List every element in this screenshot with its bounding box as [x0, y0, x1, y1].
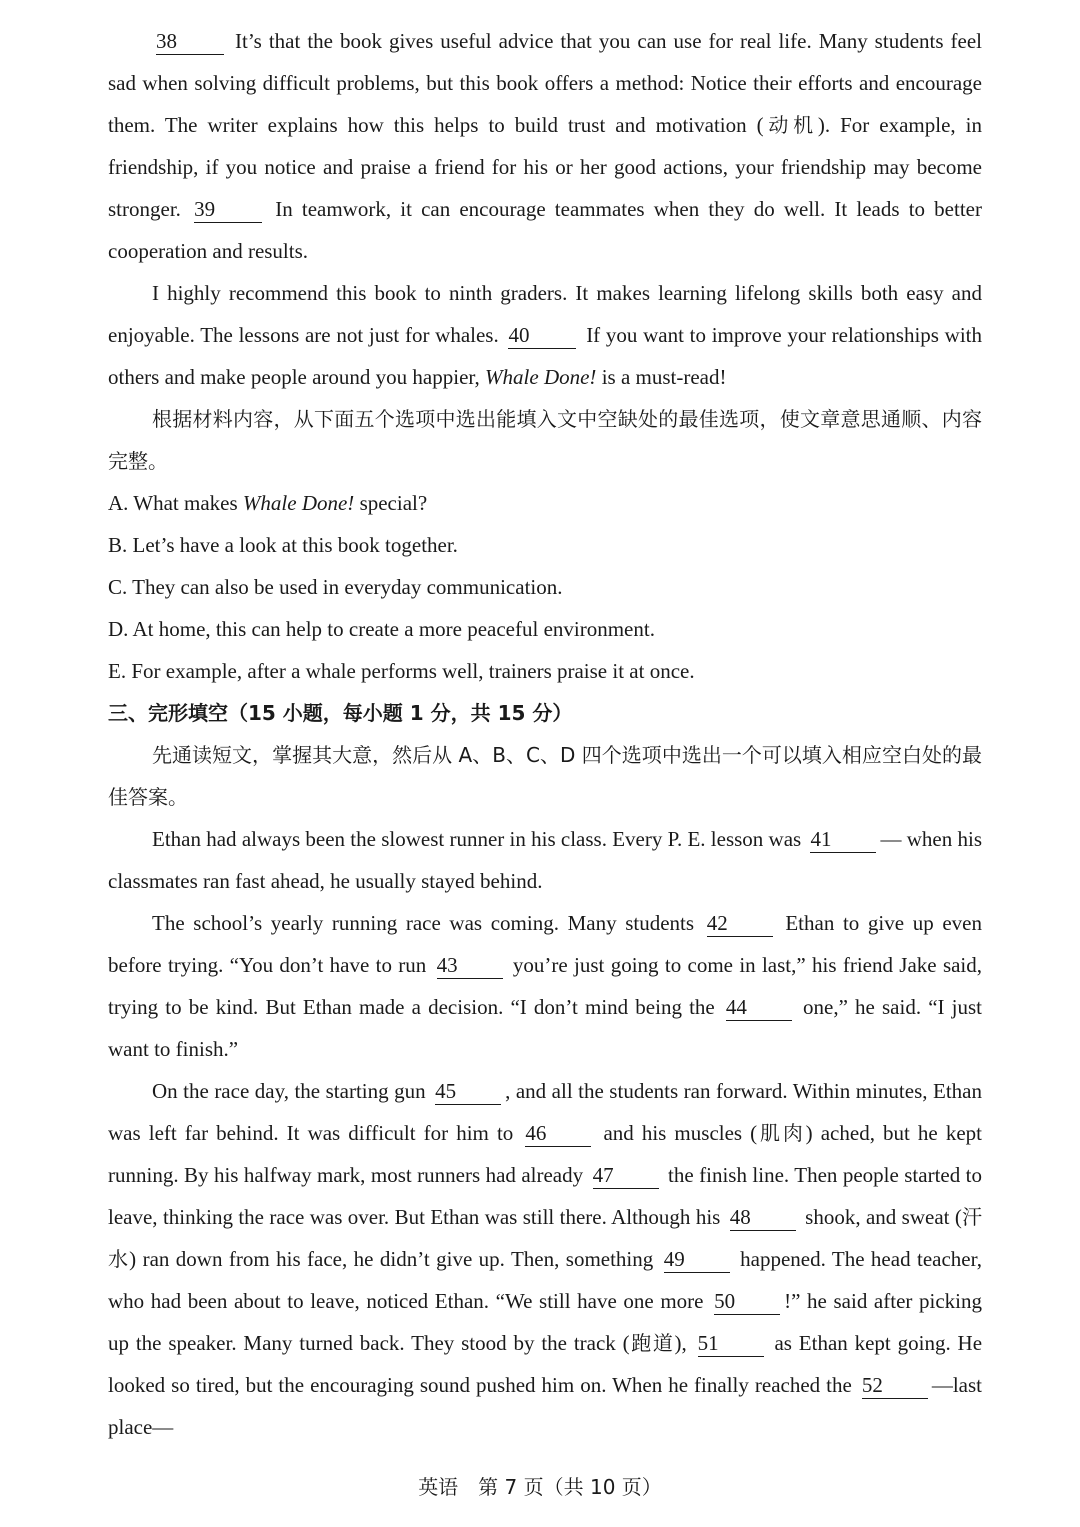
book-title: Whale Done! — [485, 365, 597, 389]
instruction-zh: 根据材料内容，从下面五个选项中选出能填入文中空缺处的最佳选项，使文章意思通顺、内容完整。 — [108, 407, 982, 473]
option-e: E. For example, after a whale performs well, trainers praise it at once. — [108, 659, 695, 683]
blank-38: 38 — [156, 28, 224, 55]
text: !” he said after picking up the speaker. Many turned back. They stood by the track ( — [108, 1289, 982, 1355]
option-a — [108, 482, 982, 524]
blank-47: 47 — [593, 1162, 659, 1189]
text: It’s that the book gives useful advice that you can use for real life. Many students feel sad when solving difficult problems, but this book offers a method: Notice their efforts and encourage them. The writer explains how this helps to build trust and motivation ( — [108, 29, 982, 137]
text: — when his classmates ran fast ahead, he usually stayed behind. — [108, 827, 982, 893]
text: Ethan to give up even before trying. “You don’t have to run — [108, 911, 983, 977]
blank-44: 44 — [726, 994, 792, 1021]
option-b: B. Let’s have a look at this book together. — [108, 533, 458, 557]
option-d: D. At home, this can help to create a more peaceful environment. — [108, 617, 655, 641]
chinese-gloss: 肌肉 — [757, 1121, 806, 1145]
blank-52: 52 — [862, 1372, 928, 1399]
text: , and all the students ran forward. Within minutes, Ethan was left far behind. It was difficult for him to — [108, 1079, 982, 1145]
text: ). For example, in friendship, if you notice and praise a friend for his or her good actions, your friendship may become stronger. — [108, 113, 982, 221]
text: The school’s yearly running race was coming. Many students — [152, 911, 695, 935]
paragraph-passage-end-1 — [108, 20, 982, 272]
blank-46: 46 — [525, 1120, 591, 1147]
section-heading: 三、完形填空（15 小题，每小题 1 分，共 15 分） — [108, 701, 573, 725]
text: as Ethan kept going. He looked so tired, but the encouraging sound pushed him on. When he finally reached the — [108, 1331, 983, 1397]
text: If you want to improve your relationships with others and make people around you happier, — [108, 323, 983, 389]
text: you’re just going to come in last,” his friend Jake said, trying to be kind. But Ethan made a decision. “I don’t mind being the — [108, 953, 983, 1019]
option-text: A. What makes — [108, 491, 243, 515]
blank-43: 43 — [437, 952, 503, 979]
book-title: Whale Done! — [242, 491, 355, 515]
section-instruction: 先通读短文，掌握其大意，然后从 A、B、C、D 四个选项中选出一个可以填入相应空白处的最佳答案。 — [108, 743, 982, 809]
option-c: C. They can also be used in everyday communication. — [108, 575, 563, 599]
chinese-gloss: 跑道 — [629, 1331, 675, 1355]
cloze-paragraph-3 — [108, 1070, 982, 1448]
text: ) ached, but he kept running. By his halfway mark, most runners had already — [108, 1121, 982, 1187]
paragraph-passage-end-2 — [108, 272, 982, 398]
text: happened. The head teacher, who had been about to leave, noticed Ethan. “We still have one more — [108, 1247, 983, 1313]
blank-42: 42 — [707, 910, 773, 937]
blank-45: 45 — [435, 1078, 501, 1105]
text: On the race day, the starting gun — [152, 1079, 426, 1103]
text: one,” he said. “I just want to finish.” — [108, 995, 983, 1061]
blank-49: 49 — [664, 1246, 730, 1273]
text: ) ran down from his face, he didn’t give up. Then, something — [129, 1247, 654, 1271]
text: the finish line. Then people started to leave, thinking the race was over. But Ethan was still there. Although his — [108, 1163, 983, 1229]
text: I highly recommend this book to ninth graders. It makes learning lifelong skills both easy and enjoyable. The lessons are not just for whales. — [108, 281, 982, 347]
text: ), — [674, 1331, 687, 1355]
text: —last place— — [108, 1373, 983, 1439]
blank-40: 40 — [508, 322, 576, 349]
blank-48: 48 — [730, 1204, 796, 1231]
blank-41: 41 — [810, 826, 876, 853]
blank-51: 51 — [698, 1330, 764, 1357]
option-text: special? — [354, 491, 428, 515]
blank-39: 39 — [194, 196, 262, 223]
text: and his muscles ( — [603, 1121, 758, 1145]
chinese-gloss: 动机 — [763, 113, 818, 137]
chinese-gloss: 汗水 — [108, 1205, 983, 1271]
blank-50: 50 — [714, 1288, 780, 1315]
page-content — [108, 20, 982, 1448]
cloze-paragraph-2 — [108, 902, 982, 1070]
text: Ethan had always been the slowest runner in his class. Every P. E. lesson was — [152, 827, 802, 851]
text: In teamwork, it can encourage teammates when they do well. It leads to better cooperation and results. — [108, 197, 982, 263]
text: shook, and sweat ( — [805, 1205, 962, 1229]
page-footer: 英语 第 7 页（共 10 页） — [418, 1475, 662, 1499]
text: is a must-read! — [596, 365, 727, 389]
cloze-paragraph-1 — [108, 818, 982, 902]
